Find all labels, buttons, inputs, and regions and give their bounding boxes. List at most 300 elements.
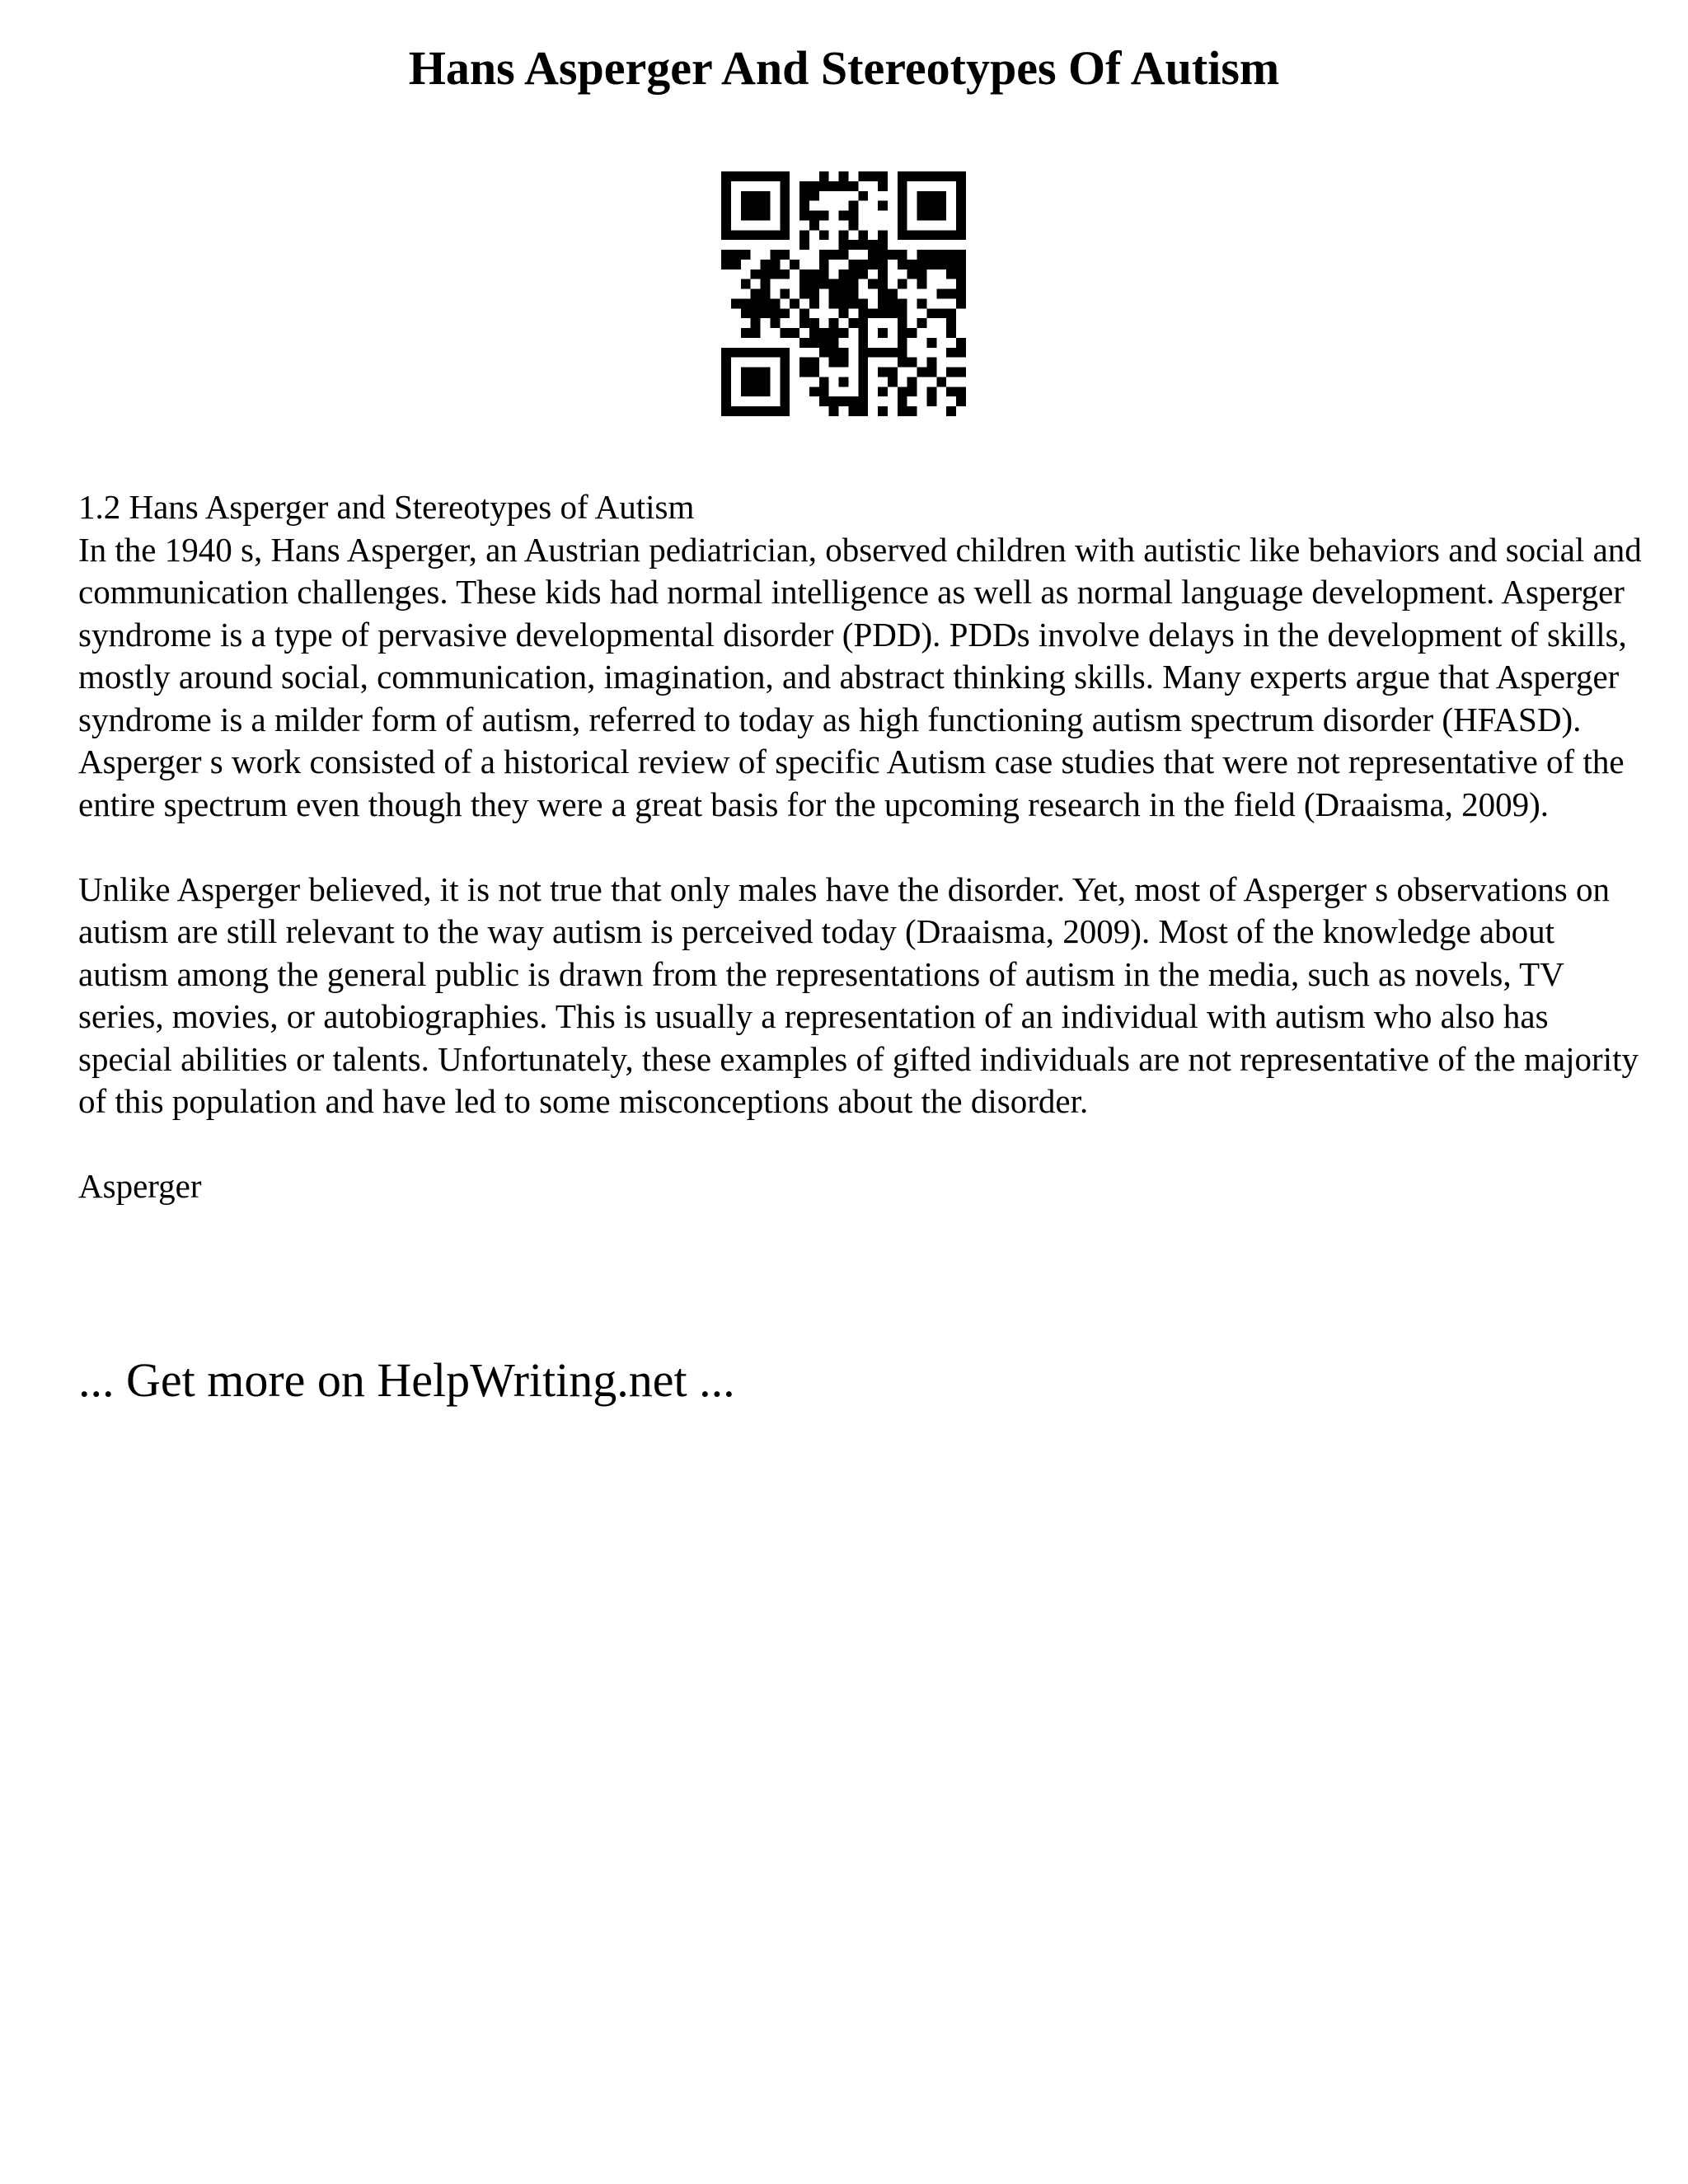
- qr-module: [799, 201, 809, 211]
- qr-module: [770, 269, 780, 279]
- qr-module: [888, 348, 898, 358]
- qr-module: [829, 181, 839, 191]
- qr-module: [898, 279, 907, 289]
- qr-module: [917, 230, 927, 240]
- qr-module: [926, 338, 936, 348]
- qr-module: [898, 191, 907, 201]
- qr-module: [956, 269, 966, 279]
- qr-module: [829, 279, 839, 289]
- qr-module: [780, 220, 790, 230]
- qr-module: [926, 171, 936, 181]
- qr-module: [780, 387, 790, 396]
- qr-module: [751, 318, 761, 328]
- qr-module: [819, 328, 829, 338]
- qr-module: [780, 308, 790, 318]
- qr-module: [839, 171, 849, 181]
- qr-module: [751, 406, 761, 416]
- qr-module: [956, 348, 966, 358]
- qr-module: [956, 279, 966, 289]
- qr-module: [956, 250, 966, 260]
- qr-module: [926, 260, 936, 269]
- qr-module: [829, 328, 839, 338]
- qr-module: [761, 377, 771, 387]
- qr-module: [917, 260, 927, 269]
- qr-module: [888, 368, 898, 377]
- qr-module: [829, 338, 839, 348]
- qr-module: [956, 289, 966, 299]
- qr-module: [878, 230, 888, 240]
- qr-module: [898, 260, 907, 269]
- qr-module: [858, 298, 868, 308]
- qr-module: [819, 211, 829, 221]
- qr-module: [926, 211, 936, 221]
- qr-module: [819, 396, 829, 406]
- qr-module: [839, 308, 849, 318]
- qr-module: [721, 387, 731, 396]
- qr-module: [907, 387, 917, 396]
- qr-module: [741, 230, 751, 240]
- qr-module: [770, 348, 780, 358]
- qr-module: [751, 348, 761, 358]
- qr-module: [761, 289, 771, 299]
- paragraph-asperger-history: In the 1940 s, Hans Asperger, an Austrian pediatrician, observed children with autistic like behaviors and social and communication challenges. These kids had normal intelligence as well as normal language development. Asperger syndrome is a type of pervasive developmental disorder (PDD). PDDs involve delays in the development of skills, mostly around social, communication, imagination, and abstract thinking skills. Many experts argue that Asperger syndrome is a milder form of autism, referred to today as high functioning autism spectrum disorder (HFASD). Asperger s work consisted of a historical review of specific Autism case studies that were not representative of the entire spectrum even though they were a great basis for the upcoming research in the field (Draaisma, 2009).: [78, 530, 1642, 823]
- qr-module: [780, 250, 790, 260]
- qr-module: [721, 230, 731, 240]
- qr-module: [956, 230, 966, 240]
- qr-module: [946, 260, 956, 269]
- qr-module: [780, 328, 790, 338]
- qr-module: [839, 298, 849, 308]
- qr-module: [751, 289, 761, 299]
- qr-module: [780, 368, 790, 377]
- qr-module: [858, 338, 868, 348]
- qr-module: [848, 260, 858, 269]
- qr-module: [848, 298, 858, 308]
- qr-module: [858, 396, 868, 406]
- qr-module: [751, 230, 761, 240]
- qr-module: [858, 191, 868, 201]
- qr-module: [936, 211, 946, 221]
- qr-module: [819, 387, 829, 396]
- qr-module: [878, 279, 888, 289]
- qr-module: [829, 396, 839, 406]
- qr-module: [926, 396, 936, 406]
- qr-module: [907, 269, 917, 279]
- qr-module: [809, 298, 819, 308]
- qr-module: [829, 250, 839, 260]
- document-body: [78, 486, 1644, 1208]
- qr-module: [780, 377, 790, 387]
- qr-module: [839, 240, 849, 250]
- qr-module: [780, 191, 790, 201]
- qr-module: [839, 348, 849, 358]
- qr-module: [751, 171, 761, 181]
- qr-module: [731, 298, 741, 308]
- qr-module: [848, 396, 858, 406]
- qr-module: [799, 338, 809, 348]
- qr-module: [799, 230, 809, 240]
- qr-module: [780, 230, 790, 240]
- qr-module: [829, 406, 839, 416]
- paragraph-stereotypes: Unlike Asperger believed, it is not true that only males have the disorder. Yet, most of Asperger s observations on autism are still relevant to the way autism is perceived today (Draaisma, 2009). Most of the knowledge about autism among the general public is drawn from the representations of autism in the media, such as novels, TV series, movies, or autobiographies. This is usually a representation of an individual with autism who also has special abilities or talents. Unfortunately, these examples of gifted individuals are not representative of the majority of this population and have led to some misconceptions about the disorder.: [78, 869, 1639, 1120]
- qr-module: [741, 201, 751, 211]
- qr-module: [878, 298, 888, 308]
- qr-module: [858, 269, 868, 279]
- qr-module: [858, 308, 868, 318]
- qr-module: [731, 230, 741, 240]
- qr-module: [956, 181, 966, 191]
- qr-module: [917, 201, 927, 211]
- qr-module: [936, 377, 946, 387]
- paragraph-spacer: [78, 1123, 1644, 1166]
- qr-module: [936, 250, 946, 260]
- qr-module: [780, 358, 790, 368]
- qr-module: [761, 230, 771, 240]
- qr-module: [878, 181, 888, 191]
- qr-module: [898, 181, 907, 191]
- qr-module: [907, 377, 917, 387]
- qr-module: [898, 220, 907, 230]
- qr-module: [829, 289, 839, 299]
- qr-module: [809, 269, 819, 279]
- qr-module: [868, 279, 878, 289]
- qr-module: [761, 191, 771, 201]
- qr-module: [751, 191, 761, 201]
- qr-module: [761, 201, 771, 211]
- qr-module: [809, 318, 819, 328]
- qr-module: [809, 368, 819, 377]
- qr-module: [858, 230, 868, 240]
- qr-module: [898, 387, 907, 396]
- qr-module: [741, 191, 751, 201]
- qr-module: [917, 298, 927, 308]
- qr-module: [898, 318, 907, 328]
- qr-module: [721, 348, 731, 358]
- qr-module: [761, 260, 771, 269]
- qr-module: [809, 220, 819, 230]
- qr-module: [741, 348, 751, 358]
- qr-module: [898, 201, 907, 211]
- qr-module: [809, 181, 819, 191]
- qr-module: [809, 211, 819, 221]
- qr-module: [799, 269, 809, 279]
- qr-module: [761, 171, 771, 181]
- qr-module: [731, 171, 741, 181]
- qr-module: [907, 328, 917, 338]
- qr-module: [799, 181, 809, 191]
- qr-module: [780, 171, 790, 181]
- qr-module: [770, 250, 780, 260]
- qr-module: [741, 250, 751, 260]
- qr-module: [780, 396, 790, 406]
- qr-module: [839, 279, 849, 289]
- qr-module: [809, 279, 819, 289]
- qr-module: [956, 211, 966, 221]
- qr-module: [741, 211, 751, 221]
- qr-module: [819, 377, 829, 387]
- qr-module: [721, 181, 731, 191]
- qr-module: [946, 318, 956, 328]
- qr-module: [898, 211, 907, 221]
- qr-module: [946, 328, 956, 338]
- section-heading: 1.2 Hans Asperger and Stereotypes of Autism: [78, 488, 695, 526]
- qr-module: [839, 230, 849, 240]
- qr-module: [878, 260, 888, 269]
- qr-module: [898, 358, 907, 368]
- qr-module: [946, 368, 956, 377]
- qr-module: [799, 289, 809, 299]
- qr-module: [926, 358, 936, 368]
- qr-module: [936, 201, 946, 211]
- qr-module: [770, 260, 780, 269]
- qr-module: [819, 171, 829, 181]
- qr-module: [848, 279, 858, 289]
- qr-module: [917, 318, 927, 328]
- qr-module: [848, 181, 858, 191]
- qr-module: [946, 406, 956, 416]
- qr-module: [741, 298, 751, 308]
- qr-module: [907, 406, 917, 416]
- qr-module: [780, 201, 790, 211]
- qr-module: [721, 211, 731, 221]
- qr-module: [926, 201, 936, 211]
- qr-module: [848, 318, 858, 328]
- qr-module: [946, 289, 956, 299]
- qr-module: [741, 279, 751, 289]
- qr-module: [780, 348, 790, 358]
- paragraph-spacer: [78, 826, 1644, 869]
- qr-module: [839, 211, 849, 221]
- qr-module: [956, 191, 966, 201]
- qr-module: [741, 368, 751, 377]
- qr-module: [721, 358, 731, 368]
- qr-module: [751, 269, 761, 279]
- qr-module: [858, 328, 868, 338]
- qr-module: [819, 338, 829, 348]
- qr-module: [731, 406, 741, 416]
- qr-module: [926, 387, 936, 396]
- qr-module: [888, 289, 898, 299]
- qr-module: [917, 191, 927, 201]
- qr-module: [780, 211, 790, 221]
- qr-module: [839, 396, 849, 406]
- qr-module: [898, 171, 907, 181]
- qr-code-icon[interactable]: [721, 171, 966, 416]
- qr-module: [721, 406, 731, 416]
- qr-module: [848, 201, 858, 211]
- qr-module: [829, 298, 839, 308]
- qr-module: [721, 396, 731, 406]
- qr-module: [936, 308, 946, 318]
- qr-module: [898, 250, 907, 260]
- qr-module: [858, 406, 868, 416]
- qr-module: [761, 308, 771, 318]
- qr-module: [936, 191, 946, 201]
- paragraph-truncated: Asperger: [78, 1167, 202, 1205]
- qr-module: [741, 406, 751, 416]
- qr-module: [809, 328, 819, 338]
- qr-module: [936, 260, 946, 269]
- qr-module: [946, 387, 956, 396]
- qr-module: [946, 230, 956, 240]
- qr-module: [819, 181, 829, 191]
- qr-module: [809, 358, 819, 368]
- qr-module: [878, 171, 888, 181]
- qr-module: [907, 358, 917, 368]
- qr-module: [751, 387, 761, 396]
- qr-module: [898, 230, 907, 240]
- qr-module: [956, 220, 966, 230]
- qr-module: [888, 298, 898, 308]
- qr-module: [926, 368, 936, 377]
- qr-module: [888, 308, 898, 318]
- qr-module: [858, 358, 868, 368]
- qr-module: [878, 250, 888, 260]
- qr-module: [780, 406, 790, 416]
- qr-module: [819, 230, 829, 240]
- qr-module: [741, 171, 751, 181]
- qr-module: [878, 201, 888, 211]
- qr-module: [868, 171, 878, 181]
- qr-module: [780, 181, 790, 191]
- qr-module: [956, 368, 966, 377]
- qr-module: [839, 289, 849, 299]
- qr-module: [888, 250, 898, 260]
- qr-module: [898, 406, 907, 416]
- qr-module: [819, 269, 829, 279]
- qr-module: [878, 240, 888, 250]
- qr-module: [829, 318, 839, 328]
- qr-module: [926, 250, 936, 260]
- qr-module: [741, 387, 751, 396]
- qr-module: [751, 308, 761, 318]
- qr-module: [936, 230, 946, 240]
- qr-module: [721, 191, 731, 201]
- qr-module: [956, 298, 966, 308]
- qr-module: [751, 298, 761, 308]
- qr-module: [839, 377, 849, 387]
- qr-module: [907, 171, 917, 181]
- qr-module: [898, 396, 907, 406]
- qr-module: [858, 260, 868, 269]
- qr-module: [878, 328, 888, 338]
- qr-module: [878, 308, 888, 318]
- qr-module: [936, 171, 946, 181]
- qr-module: [761, 211, 771, 221]
- qr-module: [721, 260, 731, 269]
- qr-module: [731, 260, 741, 269]
- qr-module: [878, 387, 888, 396]
- qr-module: [839, 358, 849, 368]
- qr-module: [770, 308, 780, 318]
- qr-module: [731, 348, 741, 358]
- qr-module: [839, 269, 849, 279]
- qr-module: [956, 387, 966, 396]
- qr-module: [858, 377, 868, 387]
- qr-module: [751, 211, 761, 221]
- qr-module: [878, 269, 888, 279]
- qr-module: [848, 289, 858, 299]
- qr-module: [926, 308, 936, 318]
- qr-module: [858, 348, 868, 358]
- qr-module: [839, 328, 849, 338]
- qr-module: [858, 240, 868, 250]
- qr-module: [907, 260, 917, 269]
- qr-module: [898, 308, 907, 318]
- qr-module: [898, 298, 907, 308]
- qr-module: [956, 396, 966, 406]
- qr-module: [898, 338, 907, 348]
- qr-module: [790, 328, 799, 338]
- qr-module: [721, 377, 731, 387]
- qr-module: [858, 318, 868, 328]
- qr-module: [898, 328, 907, 338]
- qr-module: [780, 289, 790, 299]
- qr-module: [839, 181, 849, 191]
- qr-module: [907, 230, 917, 240]
- qr-module: [917, 171, 927, 181]
- qr-module: [917, 368, 927, 377]
- qr-module: [751, 377, 761, 387]
- qr-module: [848, 269, 858, 279]
- qr-module: [829, 348, 839, 358]
- qr-module: [926, 230, 936, 240]
- qr-module: [741, 328, 751, 338]
- qr-module: [799, 358, 809, 368]
- qr-module: [741, 308, 751, 318]
- qr-module: [741, 377, 751, 387]
- qr-module: [721, 250, 731, 260]
- qr-module: [761, 298, 771, 308]
- qr-module: [946, 250, 956, 260]
- qr-module: [770, 318, 780, 328]
- qr-module: [917, 279, 927, 289]
- qr-module: [721, 171, 731, 181]
- qr-module: [770, 171, 780, 181]
- qr-module: [829, 358, 839, 368]
- qr-module: [848, 406, 858, 416]
- qr-module: [878, 406, 888, 416]
- qr-module: [858, 171, 868, 181]
- qr-module: [809, 338, 819, 348]
- qr-module: [946, 171, 956, 181]
- qr-module: [956, 338, 966, 348]
- qr-module: [917, 269, 927, 279]
- qr-module: [868, 308, 878, 318]
- qr-module: [878, 368, 888, 377]
- qr-module: [799, 211, 809, 221]
- qr-module: [761, 348, 771, 358]
- qr-module: [917, 250, 927, 260]
- qr-module: [780, 269, 790, 279]
- qr-module: [809, 191, 819, 201]
- qr-module: [917, 211, 927, 221]
- qr-module: [770, 406, 780, 416]
- qr-module: [936, 289, 946, 299]
- qr-module: [848, 220, 858, 230]
- qr-module: [946, 348, 956, 358]
- get-more-link[interactable]: ... Get more on HelpWriting.net ...: [78, 1353, 735, 1407]
- qr-module: [868, 348, 878, 358]
- qr-module: [888, 377, 898, 387]
- qr-module: [926, 191, 936, 201]
- qr-module: [819, 348, 829, 358]
- qr-module: [790, 298, 799, 308]
- qr-module: [790, 260, 799, 269]
- qr-module: [819, 279, 829, 289]
- qr-module: [721, 201, 731, 211]
- qr-module: [868, 250, 878, 260]
